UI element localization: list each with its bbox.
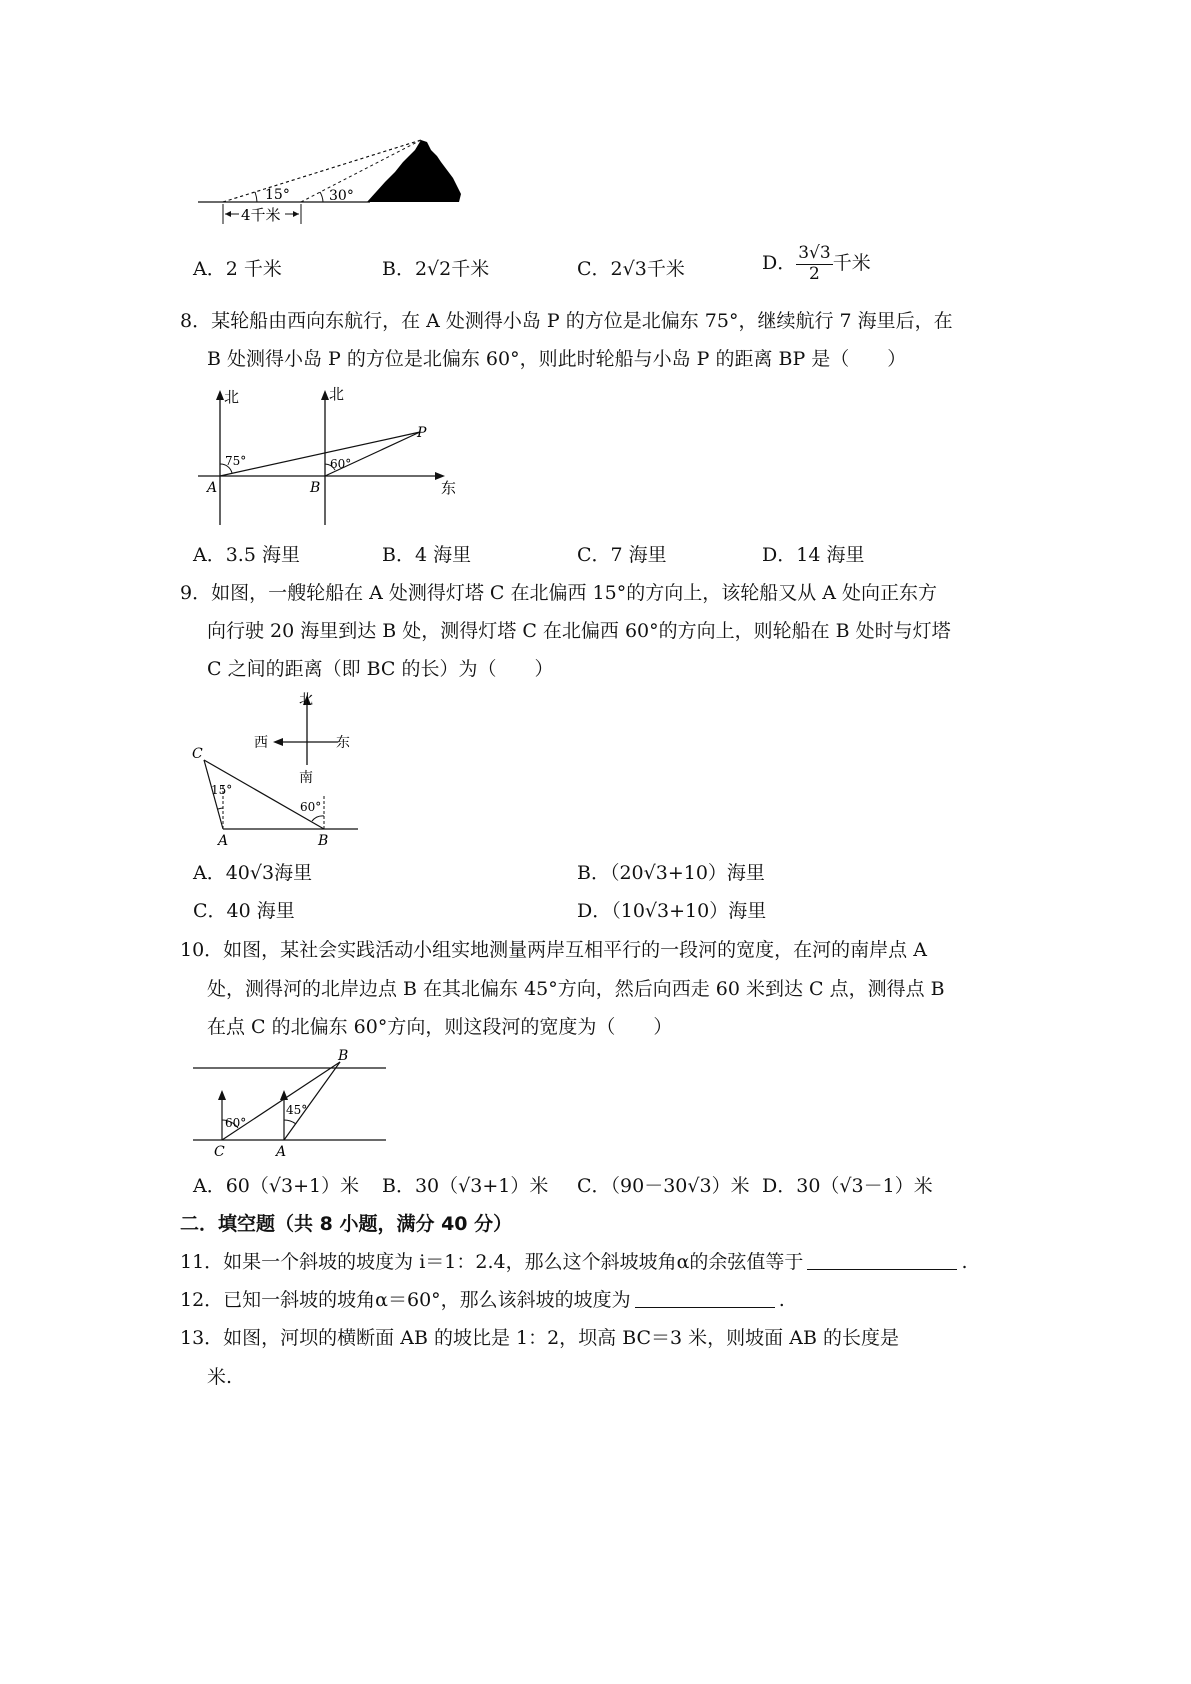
q10-option-b[interactable]: B．30（√3+1）米 xyxy=(382,1175,549,1197)
q8-north-label-2: 北 xyxy=(329,385,345,403)
q7-option-d[interactable] xyxy=(762,244,871,284)
q11-text xyxy=(180,1253,967,1272)
q7-angle-15: 15° xyxy=(265,187,290,203)
q9-point-a: A xyxy=(218,833,229,849)
q10-text-line3: 在点 C 的北偏东 60°方向，则这段河的宽度为（ ） xyxy=(207,1016,673,1038)
q12-end: . xyxy=(778,1289,785,1311)
q9-angle-60: 60° xyxy=(300,800,322,814)
q11-answer-blank[interactable] xyxy=(807,1253,957,1270)
section-2-heading: 二．填空题（共 8 小题，满分 40 分） xyxy=(180,1213,513,1235)
q7-angle-30: 30° xyxy=(329,188,354,204)
q8-option-d[interactable]: D．14 海里 xyxy=(762,544,865,566)
q10-option-d[interactable]: D．30（√3－1）米 xyxy=(762,1175,933,1197)
q7-option-c[interactable]: C．2√3千米 xyxy=(577,258,685,280)
q9-text-line2: 向行驶 20 海里到达 B 处，测得灯塔 C 在北偏西 60°的方向上，则轮船在 B 处时与灯塔 xyxy=(207,620,951,642)
q13-text-line2: 米. xyxy=(207,1366,233,1388)
q10-text-line1: 10．如图，某社会实践活动小组实地测量两岸互相平行的一段河的宽度，在河的南岸点 A xyxy=(180,939,927,961)
q12-answer-blank[interactable] xyxy=(635,1291,775,1308)
q8-point-a: A xyxy=(207,480,218,496)
q10-option-c[interactable]: C．（90－30√3）米 xyxy=(577,1175,750,1197)
q9-text-line3: C 之间的距离（即 BC 的长）为（ ） xyxy=(207,658,554,680)
q9-option-b[interactable]: B．（20√3+10）海里 xyxy=(577,862,765,884)
q10-river-figure xyxy=(190,1048,390,1163)
q8-text-line1: 8．某轮船由西向东航行，在 A 处测得小岛 P 的方位是北偏东 75°，继续航行 7 海里后，在 xyxy=(180,310,953,332)
q12-prompt: 12．已知一斜坡的坡角α＝60°，那么该斜坡的坡度为 xyxy=(180,1289,631,1311)
q10-point-a: A xyxy=(276,1144,287,1160)
q8-point-p: P xyxy=(417,425,427,441)
q8-bearing-figure xyxy=(195,385,470,530)
q7-mountain-figure xyxy=(195,132,475,232)
q10-text-line2: 处，测得河的北岸边点 B 在其北偏东 45°方向，然后向西走 60 米到达 C 点，测得点 B xyxy=(207,978,945,1000)
q8-point-b: B xyxy=(310,480,321,496)
q7-option-d-fraction xyxy=(796,244,832,284)
q11-end: . xyxy=(961,1251,968,1273)
q7-option-d-numerator: 3√3 xyxy=(798,243,831,263)
q9-point-c: C xyxy=(192,746,203,762)
q10-angle-60: 60° xyxy=(225,1116,247,1130)
q8-angle-75: 75° xyxy=(225,454,247,468)
q11-prompt: 11．如果一个斜坡的坡度为 i＝1：2.4，那么这个斜坡坡角α的余弦值等于 xyxy=(180,1251,804,1273)
q8-text-line2: B 处测得小岛 P 的方位是北偏东 60°，则此时轮船与小岛 P 的距离 BP 是（ ） xyxy=(207,348,907,370)
q10-point-b: B xyxy=(338,1048,349,1064)
q10-angle-45: 45° xyxy=(286,1103,308,1117)
q8-east-label: 东 xyxy=(441,479,457,497)
q8-option-a[interactable]: A．3.5 海里 xyxy=(193,544,300,566)
q7-option-d-denominator: 2 xyxy=(809,263,820,284)
q10-option-a[interactable]: A．60（√3+1）米 xyxy=(193,1175,360,1197)
q7-option-b[interactable]: B．2√2千米 xyxy=(382,258,490,280)
q9-text-line1: 9．如图，一艘轮船在 A 处测得灯塔 C 在北偏西 15°的方向上，该轮船又从 A 处向正东方 xyxy=(180,582,938,604)
q9-lighthouse-figure xyxy=(188,690,368,850)
q9-point-b: B xyxy=(318,833,329,849)
q9-south-label: 南 xyxy=(299,770,313,786)
q12-text xyxy=(180,1291,785,1310)
q7-option-d-unit: 千米 xyxy=(832,252,871,275)
q7-option-d-label: D． xyxy=(762,252,797,275)
q9-north-label: 北 xyxy=(299,692,313,708)
q9-option-a[interactable]: A．40√3海里 xyxy=(193,862,313,884)
q9-east-label: 东 xyxy=(336,735,350,751)
q9-option-c[interactable]: C．40 海里 xyxy=(193,900,295,922)
q9-west-label: 西 xyxy=(254,735,268,751)
q8-angle-60: 60° xyxy=(330,457,352,471)
q7-distance-label: 4千米 xyxy=(241,206,281,224)
q9-angle-15: 15° xyxy=(211,783,233,797)
q10-point-c: C xyxy=(214,1144,225,1160)
q13-text-line1: 13．如图，河坝的横断面 AB 的坡比是 1：2，坝高 BC＝3 米，则坡面 AB 的长度是 xyxy=(180,1327,899,1349)
q8-option-b[interactable]: B．4 海里 xyxy=(382,544,472,566)
q7-option-a[interactable]: A．2 千米 xyxy=(193,258,282,280)
q9-option-d[interactable]: D．（10√3+10）海里 xyxy=(577,900,767,922)
q8-option-c[interactable]: C．7 海里 xyxy=(577,544,667,566)
q8-north-label-1: 北 xyxy=(224,388,240,406)
